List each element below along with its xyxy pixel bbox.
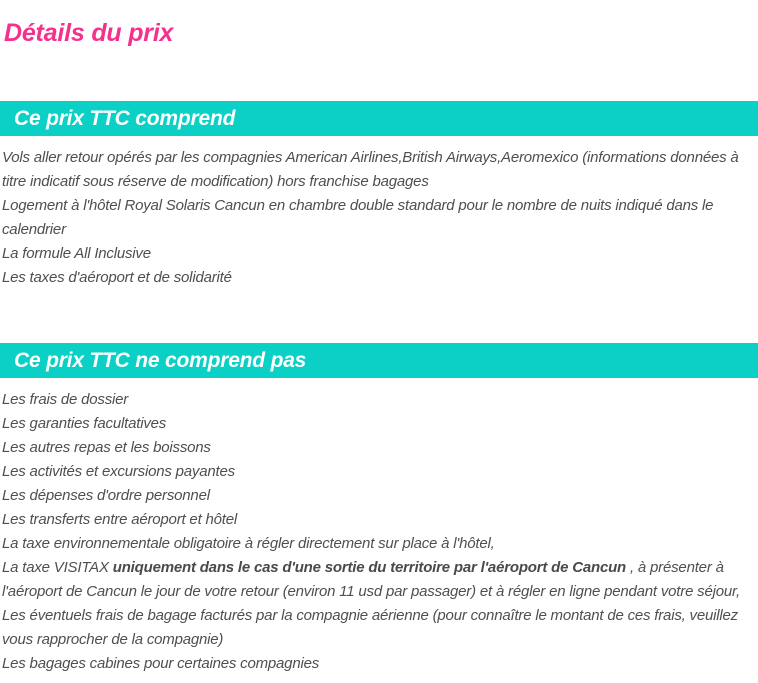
list-item-hotel: Logement à l'hôtel Royal Solaris Cancun en chambre double standard pour le nombre de nuits indiqué dans le calendrier	[2, 197, 714, 238]
list-item-other-meals: Les autres repas et les boissons	[2, 439, 211, 456]
list-item-transfers: Les transferts entre aéroport et hôtel	[2, 511, 238, 528]
visitax-prefix: La taxe VISITAX	[2, 559, 113, 576]
visitax-bold-text: uniquement dans le cas d'une sortie du territoire par l'aéroport de Cancun	[112, 559, 627, 576]
included-banner-heading: Ce prix TTC comprend	[14, 106, 236, 130]
list-item-flights: Vols aller retour opérés par les compagnies American Airlines,British Airways,Aeromexico (informations données à titre indicatif sous réserve de modification) hors franchise bagages	[2, 149, 739, 190]
list-item-visitax	[0, 556, 758, 604]
list-item-environmental-tax: La taxe environnementale obligatoire à régler directement sur place à l'hôtel,	[2, 535, 495, 552]
list-item-paid-activities: Les activités et excursions payantes	[2, 463, 235, 480]
excluded-items-list	[0, 388, 758, 676]
list-item-cabin-baggage: Les bagages cabines pour certaines compagnies	[2, 655, 320, 672]
list-item-optional-guarantees: Les garanties facultatives	[2, 415, 167, 432]
list-item-baggage-fees: Les éventuels frais de bagage facturés par la compagnie aérienne (pour connaître le montant de ces frais, veuillez vous rapprocher de la compagnie)	[2, 607, 738, 648]
excluded-banner-heading: Ce prix TTC ne comprend pas	[14, 348, 307, 372]
list-item-all-inclusive: La formule All Inclusive	[2, 245, 151, 262]
section-price-excluded	[0, 343, 758, 676]
list-item-airport-taxes: Les taxes d'aéroport et de solidarité	[2, 269, 232, 286]
list-item-personal-expenses: Les dépenses d'ordre personnel	[2, 487, 210, 504]
included-items-list	[0, 146, 758, 290]
list-item-booking-fees: Les frais de dossier	[2, 391, 129, 408]
excluded-banner	[0, 343, 758, 378]
visitax-suffix: , à présenter à l'aéroport de Cancun le jour de votre retour (environ 11 usd par passager) et à régler en ligne pendant votre séjour,	[2, 559, 740, 600]
included-banner	[0, 101, 758, 136]
page-title: Détails du prix	[4, 19, 174, 47]
section-price-included	[0, 101, 758, 290]
